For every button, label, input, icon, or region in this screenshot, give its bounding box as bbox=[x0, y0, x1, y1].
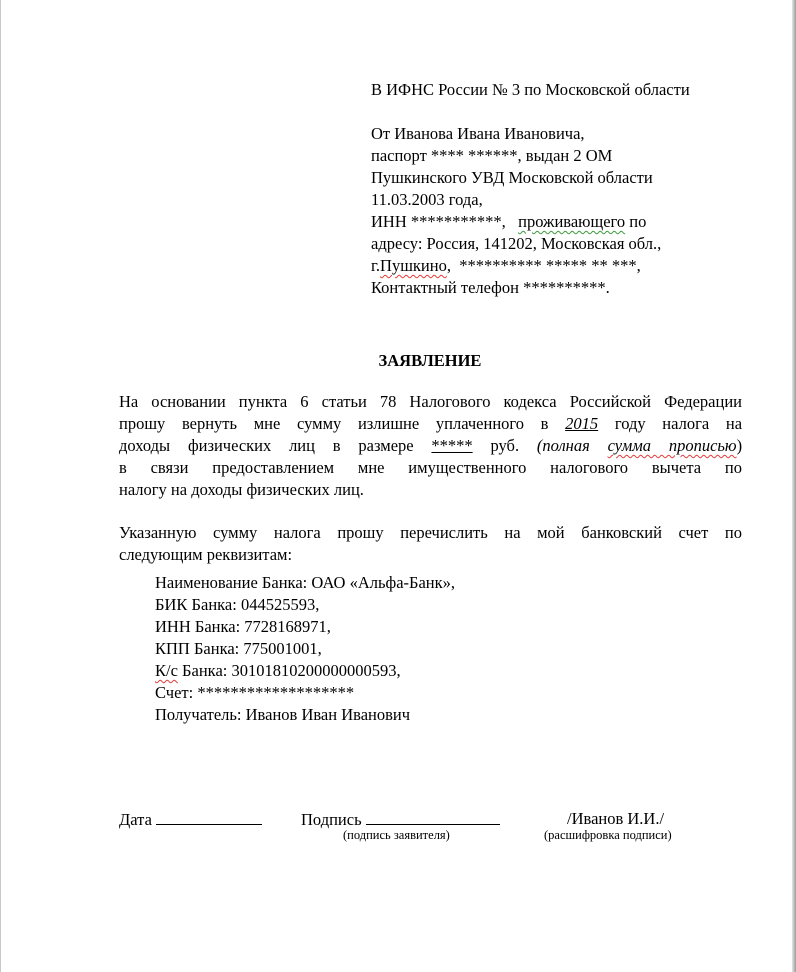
spellcheck-word: сумма прописью bbox=[607, 436, 737, 455]
name-signature: /Иванов И.И./ bbox=[567, 809, 665, 828]
document-title: ЗАЯВЛЕНИЕ bbox=[378, 351, 482, 370]
bank-bik: БИК Банка: 044525593, bbox=[155, 595, 320, 614]
spellcheck-word: Пушкино bbox=[380, 256, 447, 275]
text-fragment: ) bbox=[736, 436, 743, 455]
from-line-5 bbox=[371, 211, 646, 233]
from-line-2: паспорт **** ******, выдан 2 ОМ bbox=[371, 146, 613, 165]
text-fragment: физических bbox=[187, 436, 272, 455]
text-fragment: в bbox=[332, 436, 341, 455]
signature-hint: (подпись заявителя) bbox=[343, 828, 450, 842]
bank-inn: ИНН Банка: 7728168971, bbox=[155, 617, 331, 636]
signature-blank bbox=[366, 808, 500, 825]
date-blank bbox=[156, 808, 262, 825]
bank-recipient: Получатель: Иванов Иван Иванович bbox=[155, 705, 411, 724]
paragraph-1-line-1: На основании пункта 6 статьи 78 Налогового кодекса Российской Федерации bbox=[119, 392, 742, 411]
paragraph-1-line-2 bbox=[119, 413, 742, 435]
page-shadow bbox=[792, 0, 796, 972]
bank-account: Счет: ******************* bbox=[155, 683, 355, 702]
paragraph-2-line-1: Указанную сумму налога прошу перечислить на мой банковский счет по bbox=[119, 523, 742, 542]
paragraph-1-line-3 bbox=[119, 435, 742, 457]
bank-kpp: КПП Банка: 775001001, bbox=[155, 639, 322, 658]
text-fragment: Банка: 30101810200000000593, bbox=[177, 661, 401, 680]
date-field bbox=[119, 808, 262, 831]
text-fragment: году налога на bbox=[614, 414, 743, 433]
sum-note bbox=[537, 436, 737, 455]
text-fragment: руб. bbox=[490, 436, 520, 455]
from-line-4: 11.03.2003 года, bbox=[371, 190, 483, 209]
inn-tail: по bbox=[625, 212, 647, 231]
from-line-3: Пушкинского УВД Московской области bbox=[371, 168, 653, 187]
signature-label: Подпись bbox=[301, 810, 362, 829]
recipient-line: В ИФНС России № 3 по Московской области bbox=[371, 80, 690, 99]
address-tail: , ********** ***** ** ***, bbox=[446, 256, 641, 275]
spellcheck-word: К/с bbox=[155, 661, 178, 680]
text-fragment: прошу вернуть мне сумму излишне уплаченного в bbox=[119, 414, 549, 433]
bank-correspondent-account bbox=[155, 660, 401, 682]
city-prefix: г. bbox=[371, 256, 381, 275]
text-fragment: размере bbox=[358, 436, 414, 455]
from-line-6: адресу: Россия, 141202, Московская обл., bbox=[371, 234, 662, 253]
paragraph-2-line-2: следующим реквизитам: bbox=[119, 545, 293, 564]
from-line-1: От Иванова Ивана Ивановича, bbox=[371, 124, 585, 143]
paragraph-1-line-5: налогу на доходы физических лиц. bbox=[119, 480, 364, 499]
text-fragment: доходы bbox=[119, 436, 171, 455]
from-line-8: Контактный телефон **********. bbox=[371, 278, 610, 297]
text-fragment: лиц bbox=[289, 436, 315, 455]
date-label: Дата bbox=[119, 810, 152, 829]
year-value: 2015 bbox=[565, 414, 599, 433]
decode-hint: (расшифровка подписи) bbox=[544, 828, 672, 842]
paragraph-1-line-4: в связи предоставлением мне имущественного налогового вычета по bbox=[119, 458, 742, 477]
inn-text: ИНН ***********, bbox=[371, 212, 519, 231]
from-line-7 bbox=[371, 255, 641, 277]
bank-name: Наименование Банка: ОАО «Альфа-Банк», bbox=[155, 573, 456, 592]
sum-value: ***** bbox=[431, 436, 473, 455]
text-fragment: (полная bbox=[536, 436, 608, 455]
spellcheck-word: проживающего bbox=[518, 212, 626, 231]
